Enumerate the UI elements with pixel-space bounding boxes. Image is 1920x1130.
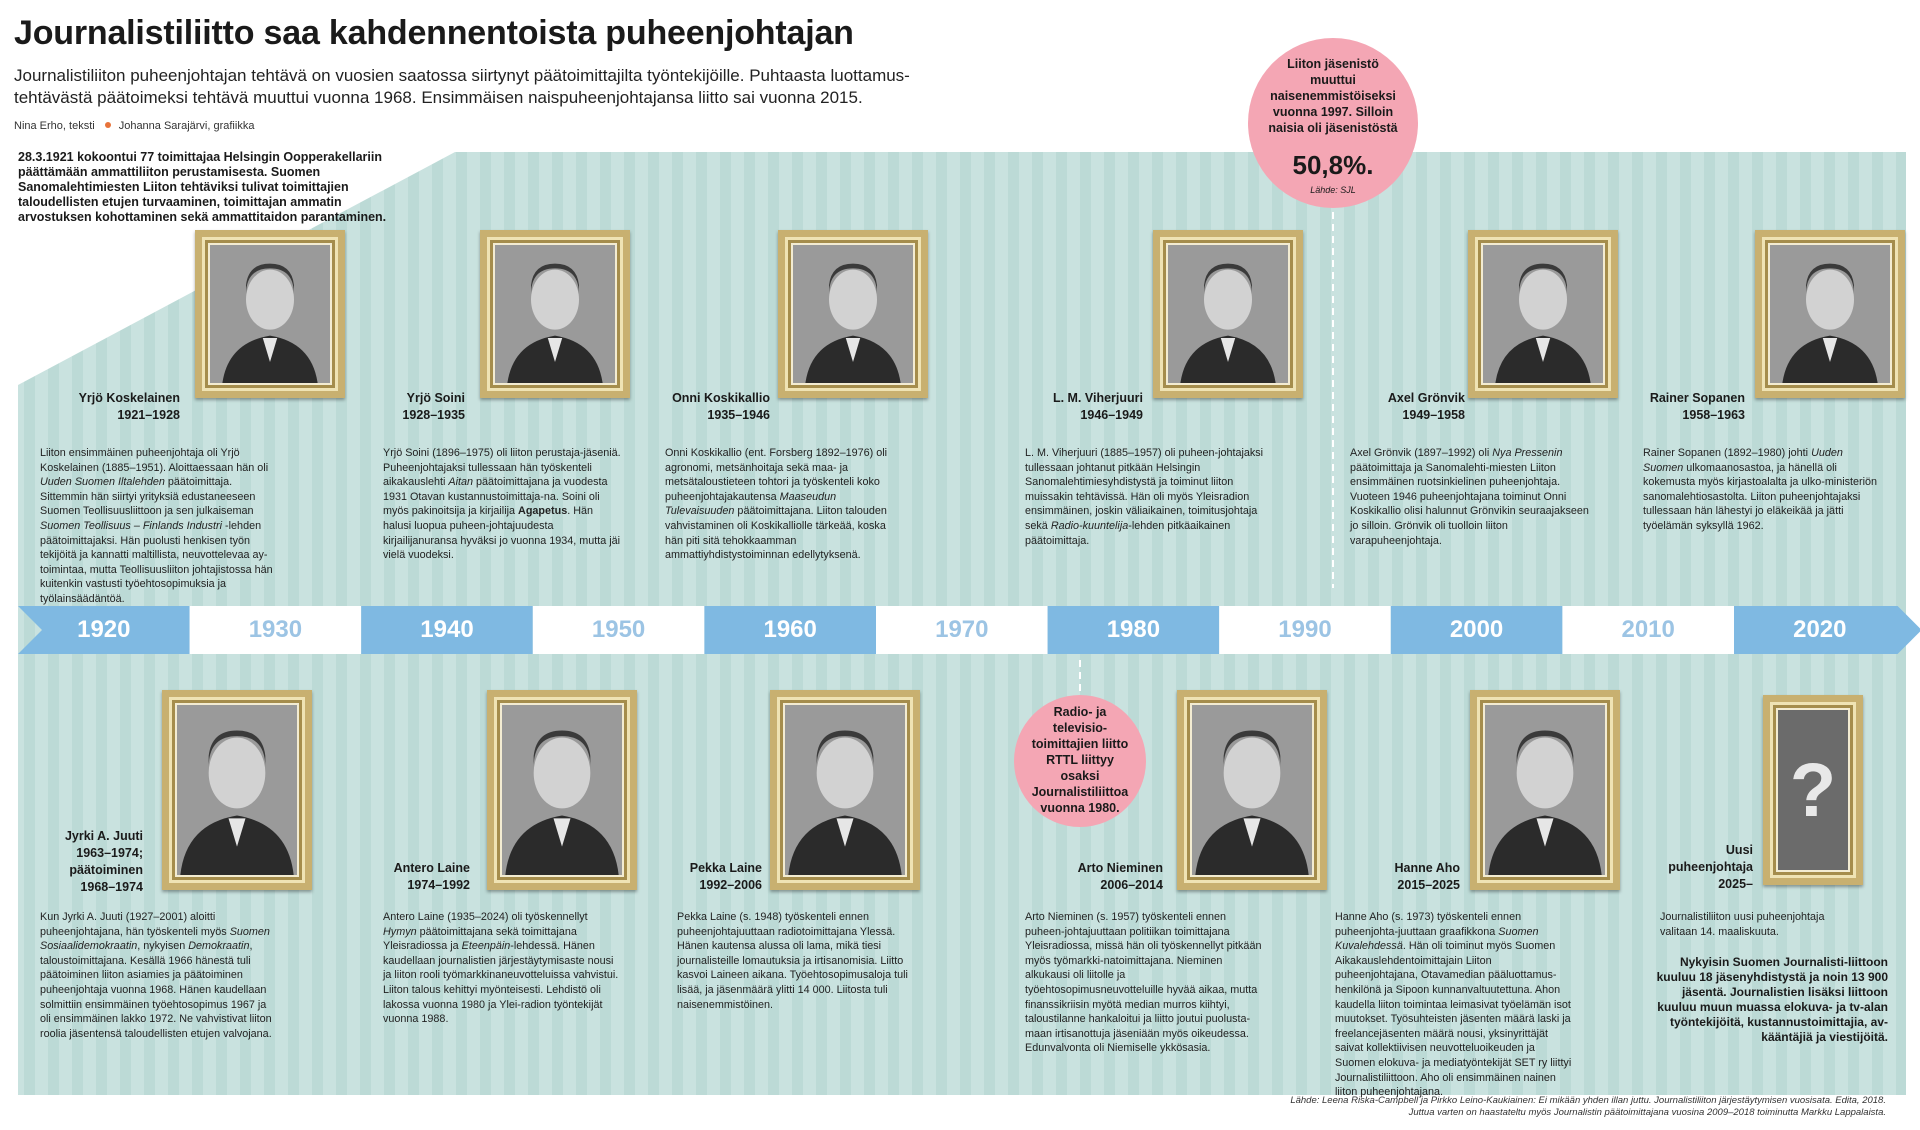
- timeline-year-1940: 1940: [420, 616, 474, 643]
- bottom-chair-name: Hanne Aho 2015–2025: [1394, 861, 1460, 892]
- bottom-chair-bio: Hanne Aho (s. 1973) työskenteli ennen puheenjohta-juuttaan graafikkona Suomen Kuvalehdessä. Hän oli toiminut myös Suomen Aikakauslehdentoimittajain Liiton puheenjohtajana, Otavamedian pääluottamus-henkilönä ja Sipoon kunnanvaltuutettuna. Ahon kaudella liiton toimintaa leimasivat työelämän isot muutokset. Työsuhteisten jäsenten määrä laski ja freelancejäsenten määrä nousi, yksinyrittäjät saivat kollektiivisen neuvotteluoikeuden ja Suomen elokuva- ja mediatyöntekijät SET ry liittyi Journalistiliittoon. Aho oli ensimmäinen nainen liiton puheenjohtajana.: [1335, 911, 1572, 1099]
- top-chair-bio: Rainer Sopanen (1892–1980) johti Uuden Suomen ulkomaanosastoa, ja hänellä oli kokemusta myös kirjastoalalta ja ulko-ministeriön sanomalehtiosastolta. Liiton puheenjohtajaksi tullessaan hän lähestyi jo eläkeikää ja jätti työelämän syksyllä 1962.: [1643, 447, 1878, 532]
- bottom-chair-portrait-frame: [770, 690, 920, 890]
- top-chair-portrait-frame: [195, 230, 345, 398]
- bottom-chair-bio: Kun Jyrki A. Juuti (1927–2001) aloitti puheenjohtajana, hän työskenteli myös Suomen Sosiaalidemokraatin, nykyisen Demokraatin, taloustoimittajana. Kesällä 1966 hänestä tuli päätoiminen liiton asiamies ja päätoiminen puheenjohtaja vuonna 1968. Hänen kaudellaan solmittiin ensimmäinen työehtosopimus 1967 ja oli ensimmäinen lakko 1972. Ne vahvistivat liiton roolia jäsentensä taloudellisten etujen valvojana.: [40, 911, 272, 1040]
- page-title: Journalistiliitto saa kahdennentoista puheenjohtajan: [14, 14, 854, 52]
- top-chair-bio: Yrjö Soini (1896–1975) oli liiton perustaja-jäseniä. Puheenjohtajaksi tullessaan hän työskenteli aikakauslehti Aitan päätoimittajana ja vuodesta 1931 Otavan kustannustoimittaja-na. Soini oli myös pakinoitsija ja kirjailija Agapetus. Hän halusi luopua puheen-johtajuudesta kirjailijanuransa hyväksi jo vuonna 1934, mutta jäi vielä vuodeksi.: [383, 447, 621, 562]
- top-chair-portrait-frame: [778, 230, 928, 398]
- lede-line-2: tehtävästä päätoimeksi tehtävä muuttui vuonna 1968. Ensimmäisen naispuheenjohtajansa liitto sai vuonna 2015.: [14, 88, 863, 107]
- new-chair-name: Uusi puheenjohtaja 2025–: [1668, 843, 1753, 891]
- bubble-1997-text: Liiton jäsenistö muuttui naisenemmistöiseksi vuonna 1997. Silloin naisia oli jäsenistöstä: [1268, 57, 1398, 135]
- timeline-year-2000: 2000: [1449, 616, 1504, 643]
- portrait-silhouette-icon: [1483, 245, 1603, 383]
- timeline-year-2010: 2010: [1621, 616, 1675, 643]
- question-mark: ?: [1789, 747, 1837, 833]
- lede-line-1: Journalistiliiton puheenjohtajan tehtävä on vuosien saatossa siirtynyt päätoimittajilta työntekijöille. Puhtaasta luottamus-: [14, 66, 910, 85]
- timeline-year-1930: 1930: [248, 616, 303, 643]
- top-chair-bio: Onni Koskikallio (ent. Forsberg 1892–1976) oli agronomi, metsänhoitaja sekä maa- ja metsätaloustieteen tohtori ja työskenteli koko puheenjohtajakautensa Maaseudun Tulevaisuuden päätoimittajana. Liiton talouden vahvistaminen oli Koskikalliolle tärkeää, koska hän piti sitä tehokkaamman ammattiyhdistystoiminnan edellytyksenä.: [665, 447, 888, 562]
- top-chair-bio: Axel Grönvik (1897–1992) oli Nya Pressenin päätoimittaja ja Sanomalehti-miesten Liiton ensimmäinen ruotsinkielinen puheenjohtaja. Vuoteen 1946 puheenjohtajana toiminut Onni Koskikallio olisi halunnut Grönvikin seuraajakseen jo silloin. Grönvik oli tuolloin liiton varapuheenjohtaja.: [1350, 447, 1589, 547]
- portrait-silhouette-icon: [495, 245, 615, 383]
- top-chair-bio: L. M. Viherjuuri (1885–1957) oli puheen-johtajaksi tullessaan johtanut pitkään Helsingin Sanomalehtimiesyhdistystä ja toiminut liiton muissakin tehtävissä. Hän oli myös Yleisradion ensimmäinen, joskin väliaikainen, toimitusjohtaja sekä Radio-kuuntelija-lehden pitkäaikainen päätoimittaja.: [1025, 447, 1264, 547]
- bullet-icon: [105, 122, 111, 128]
- portrait-silhouette-icon: [793, 245, 913, 383]
- portrait-silhouette-icon: [1192, 705, 1312, 875]
- bubble-1980: [1014, 695, 1146, 827]
- bottom-chair-portrait-frame: [487, 690, 637, 890]
- bottom-chair-portrait-frame: [1177, 690, 1327, 890]
- portrait-silhouette-icon: [785, 705, 905, 875]
- timeline-year-1960: 1960: [763, 616, 817, 643]
- top-chair-name: Axel Grönvik 1949–1958: [1387, 391, 1465, 422]
- top-chair-name: Rainer Sopanen 1958–1963: [1649, 391, 1745, 422]
- bottom-chair-name: Jyrki A. Juuti 1963–1974; päätoiminen 1968–1974: [64, 829, 143, 894]
- new-chair-bio: Journalistiliiton uusi puheenjohtaja valitaan 14. maaliskuuta.: [1660, 911, 1825, 938]
- top-chair-name: L. M. Viherjuuri 1946–1949: [1052, 391, 1143, 422]
- timeline-year-1920: 1920: [77, 616, 131, 643]
- bottom-chair-name: Pekka Laine 1992–2006: [689, 861, 762, 892]
- intro-text: 28.3.1921 kokoontui 77 toimittajaa Helsingin Oopperakellariin päättämään ammattiliiton perustamisesta. Suomen Sanomalehtimiesten Liiton tehtäviksi tulivat toimittajien taloudellisten etujen turvaaminen, toimittajan ammatin arvostuksen kohottaminen sekä ammattitaidon parantaminen.: [18, 150, 387, 224]
- portrait-silhouette-icon: [1168, 245, 1288, 383]
- bottom-chair-bio: Pekka Laine (s. 1948) työskenteli ennen puheenjohtajuuttaan radiotoimittajana Ylessä. Hänen kautensa alussa oli lama, mikä tiesi journalisteille lomautuksia ja irtisanomisia. Liitto kasvoi Laineen aikana. Työehtosopimusaloja tuli lisää, ja jäsenmäärä ylitti 14 000. Liitosta tuli naisenemmistöinen.: [677, 911, 908, 1011]
- top-chair-name: Yrjö Koskelainen 1921–1928: [78, 391, 180, 422]
- timeline-year-1990: 1990: [1278, 616, 1332, 643]
- current-info: Nykyisin Suomen Journalisti-liittoon kuuluu 18 jäsenyhdistystä ja noin 13 900 jäsentä. Journalistien lisäksi liittoon kuuluu muun muassa elokuva- ja tv-alan työntekijöitä, kustannustoimittajia, av-kääntäjiä ja viestijöitä.: [1656, 955, 1888, 1044]
- bottom-chair-bio: Arto Nieminen (s. 1957) työskenteli ennen puheen-johtajuuttaan politiikan toimittajana Yleisradiossa, missä hän oli työskennellyt pitkään myös työmarkki-natoimittajana. Nieminen alkukausi oli liitolle ja työehtosopimusneuvotteluille hyvää aikaa, mutta finanssikriisin myötä median murros kiihtyi, taloustilanne hankaloitui ja liitto joutui puolusta-maan irtisanottuja jäseniään myös oikeudessa. Edunvalvonta oli Niemiselle ykkösasia.: [1025, 911, 1262, 1055]
- portrait-silhouette-icon: [1770, 245, 1890, 383]
- top-chair-name: Onni Koskikallio 1935–1946: [672, 391, 770, 422]
- top-chair-bio: Liiton ensimmäinen puheenjohtaja oli Yrjö Koskelainen (1885–1951). Aloittaessaan hän oli Uuden Suomen Iltalehden päätoimittaja. Sittemmin hän siirtyi yrityksiä edustaneeseen Suomen Teollisuusliittoon ja sen julkaiseman Suomen Teollisuus – Finlands Industri -lehden päätoimittajaksi. Hän puolusti henkisen työn tekijöitä ja kannatti maltillista, neuvottelevaa ay-toimintaa, mutta Teollisuusliiton johtajistossa hän kuitenkin vastusti työehtosopimuksia ja työlainsäädäntöä.: [40, 447, 273, 605]
- bottom-chair-name: Arto Nieminen 2006–2014: [1077, 861, 1163, 892]
- bubble-1997-source: Lähde: SJL: [1310, 185, 1356, 195]
- new-chair-frame: [1763, 695, 1863, 885]
- top-chair-portrait-frame: [480, 230, 630, 398]
- timeline-year-1980: 1980: [1106, 616, 1161, 643]
- bottom-chair-name: Antero Laine 1974–1992: [393, 861, 470, 892]
- bottom-chair-bio: Antero Laine (1935–2024) oli työskennellyt Hymyn päätoimittajana sekä toimittajana Yleisradiossa ja Eteenpäin-lehdessä. Hänen kaudellaan journalistien järjestäytymisaste nousi ja liiton rooli työmarkkinaneuvotteluissa vahvistui. Liiton talous kehittyi myönteisesti. Lehdistö oli lakossa vuonna 1980 ja Ylei-radion työntekijät vuonna 1988.: [383, 911, 619, 1026]
- bubble-1997: [1248, 38, 1418, 208]
- portrait-silhouette-icon: [210, 245, 330, 383]
- bottom-chair-portrait-frame: [162, 690, 312, 890]
- timeline-year-1970: 1970: [935, 616, 989, 643]
- source-line-2: Juttua varten on haastateltu myös Journalistin päätoimittajana vuosina 2009–2018 toiminutta Markku Lappalaista.: [1408, 1107, 1886, 1118]
- timeline-year-2020: 2020: [1793, 616, 1847, 643]
- top-chair-portrait-frame: [1153, 230, 1303, 398]
- credit-text: Nina Erho, teksti: [14, 120, 95, 132]
- top-chair-portrait-frame: [1468, 230, 1618, 398]
- top-chair-name: Yrjö Soini 1928–1935: [402, 391, 465, 422]
- source-note: [1290, 1095, 1886, 1119]
- bubble-1997-percent: 50,8%.: [1292, 150, 1374, 180]
- credit-graphics: Johanna Sarajärvi, grafiikka: [118, 120, 255, 132]
- top-chair-portrait-frame: [1755, 230, 1905, 398]
- portrait-silhouette-icon: [502, 705, 622, 875]
- timeline-year-1950: 1950: [591, 616, 646, 643]
- source-line-1: Lähde: Leena Riska-Campbell ja Pirkko Leino-Kaukiainen: Ei mikään yhden illan juttu. Journalistiliiton järjestäytymisen vuosisata. Edita, 2018.: [1290, 1095, 1886, 1106]
- bubble-1980-text: Radio- ja televisio-toimittajien liitto RTTL liittyy osaksi Journalistiliittoa vuonna 1980.: [1031, 705, 1129, 815]
- portrait-silhouette-icon: [177, 705, 297, 875]
- credits: [14, 120, 254, 132]
